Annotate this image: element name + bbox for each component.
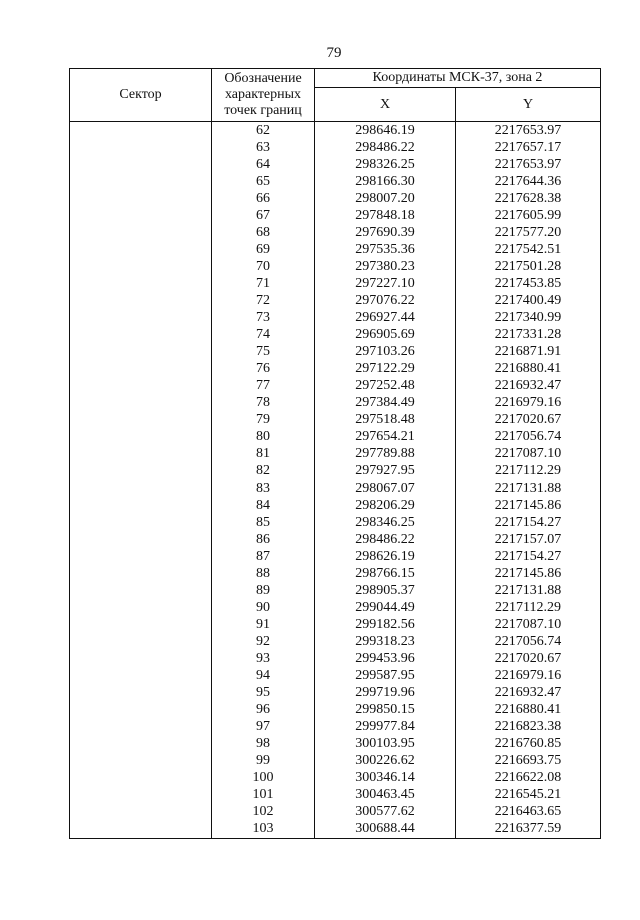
point-number-cell: 78 bbox=[212, 395, 315, 412]
y-coordinate-cell: 2217340.99 bbox=[456, 310, 601, 327]
header-point-designation-line-2: характерных bbox=[224, 87, 302, 102]
table-row bbox=[70, 122, 601, 140]
x-coordinate-cell: 296927.44 bbox=[315, 310, 456, 327]
point-number-cell: 98 bbox=[212, 736, 315, 753]
point-number-cell: 101 bbox=[212, 787, 315, 804]
point-number-cell: 97 bbox=[212, 719, 315, 736]
x-coordinate-cell: 297384.49 bbox=[315, 395, 456, 412]
point-number-cell: 64 bbox=[212, 156, 315, 173]
x-coordinate-cell: 300103.95 bbox=[315, 736, 456, 753]
x-coordinate-cell: 297690.39 bbox=[315, 224, 456, 241]
y-coordinate-cell: 2217087.10 bbox=[456, 616, 601, 633]
header-row-coordinates bbox=[70, 69, 601, 88]
x-coordinate-cell: 296905.69 bbox=[315, 327, 456, 344]
sector-cell bbox=[70, 122, 212, 839]
y-coordinate-cell: 2217157.07 bbox=[456, 531, 601, 548]
point-number-cell: 62 bbox=[212, 122, 315, 140]
point-number-cell: 85 bbox=[212, 514, 315, 531]
x-coordinate-cell: 298486.22 bbox=[315, 531, 456, 548]
header-point-designation bbox=[212, 69, 315, 122]
y-coordinate-cell: 2217605.99 bbox=[456, 207, 601, 224]
x-coordinate-cell: 297654.21 bbox=[315, 429, 456, 446]
x-coordinate-cell: 299719.96 bbox=[315, 685, 456, 702]
point-number-cell: 81 bbox=[212, 446, 315, 463]
point-number-cell: 93 bbox=[212, 650, 315, 667]
y-coordinate-cell: 2217331.28 bbox=[456, 327, 601, 344]
y-coordinate-cell: 2216693.75 bbox=[456, 753, 601, 770]
table-header bbox=[70, 69, 601, 122]
y-coordinate-cell: 2217400.49 bbox=[456, 292, 601, 309]
header-coordinates: Координаты МСК-37, зона 2 bbox=[315, 69, 601, 88]
header-y: Y bbox=[456, 88, 601, 122]
x-coordinate-cell: 300346.14 bbox=[315, 770, 456, 787]
point-number-cell: 90 bbox=[212, 599, 315, 616]
header-point-designation-line-1: Обозначение bbox=[224, 71, 302, 86]
y-coordinate-cell: 2216880.41 bbox=[456, 361, 601, 378]
y-coordinate-cell: 2216979.16 bbox=[456, 395, 601, 412]
y-coordinate-cell: 2217112.29 bbox=[456, 599, 601, 616]
x-coordinate-cell: 297227.10 bbox=[315, 275, 456, 292]
x-coordinate-cell: 297380.23 bbox=[315, 258, 456, 275]
y-coordinate-cell: 2217628.38 bbox=[456, 190, 601, 207]
table-body bbox=[70, 122, 601, 839]
point-number-cell: 89 bbox=[212, 582, 315, 599]
y-coordinate-cell: 2217131.88 bbox=[456, 582, 601, 599]
point-number-cell: 68 bbox=[212, 224, 315, 241]
x-coordinate-cell: 297789.88 bbox=[315, 446, 456, 463]
point-number-cell: 82 bbox=[212, 463, 315, 480]
x-coordinate-cell: 298346.25 bbox=[315, 514, 456, 531]
header-sector: Сектор bbox=[70, 69, 212, 122]
x-coordinate-cell: 299977.84 bbox=[315, 719, 456, 736]
y-coordinate-cell: 2216545.21 bbox=[456, 787, 601, 804]
x-coordinate-cell: 299587.95 bbox=[315, 668, 456, 685]
point-number-cell: 74 bbox=[212, 327, 315, 344]
y-coordinate-cell: 2217542.51 bbox=[456, 241, 601, 258]
point-number-cell: 99 bbox=[212, 753, 315, 770]
point-number-cell: 67 bbox=[212, 207, 315, 224]
x-coordinate-cell: 299318.23 bbox=[315, 633, 456, 650]
y-coordinate-cell: 2216932.47 bbox=[456, 378, 601, 395]
x-coordinate-cell: 298206.29 bbox=[315, 497, 456, 514]
header-point-designation-line-3: точек границ bbox=[224, 103, 302, 118]
x-coordinate-cell: 298007.20 bbox=[315, 190, 456, 207]
point-number-cell: 103 bbox=[212, 821, 315, 839]
x-coordinate-cell: 297252.48 bbox=[315, 378, 456, 395]
point-number-cell: 87 bbox=[212, 548, 315, 565]
x-coordinate-cell: 297103.26 bbox=[315, 344, 456, 361]
y-coordinate-cell: 2216463.65 bbox=[456, 804, 601, 821]
coordinates-table bbox=[69, 68, 601, 839]
point-number-cell: 77 bbox=[212, 378, 315, 395]
point-number-cell: 96 bbox=[212, 702, 315, 719]
y-coordinate-cell: 2217145.86 bbox=[456, 497, 601, 514]
point-number-cell: 80 bbox=[212, 429, 315, 446]
point-number-cell: 83 bbox=[212, 480, 315, 497]
x-coordinate-cell: 300688.44 bbox=[315, 821, 456, 839]
y-coordinate-cell: 2216932.47 bbox=[456, 685, 601, 702]
point-number-cell: 86 bbox=[212, 531, 315, 548]
x-coordinate-cell: 297848.18 bbox=[315, 207, 456, 224]
y-coordinate-cell: 2217453.85 bbox=[456, 275, 601, 292]
y-coordinate-cell: 2216760.85 bbox=[456, 736, 601, 753]
x-coordinate-cell: 300463.45 bbox=[315, 787, 456, 804]
point-number-cell: 76 bbox=[212, 361, 315, 378]
y-coordinate-cell: 2217056.74 bbox=[456, 429, 601, 446]
y-coordinate-cell: 2217577.20 bbox=[456, 224, 601, 241]
x-coordinate-cell: 297535.36 bbox=[315, 241, 456, 258]
point-number-cell: 95 bbox=[212, 685, 315, 702]
x-coordinate-cell: 299453.96 bbox=[315, 650, 456, 667]
x-coordinate-cell: 297122.29 bbox=[315, 361, 456, 378]
y-coordinate-cell: 2217087.10 bbox=[456, 446, 601, 463]
x-coordinate-cell: 299044.49 bbox=[315, 599, 456, 616]
y-coordinate-cell: 2217056.74 bbox=[456, 633, 601, 650]
x-coordinate-cell: 298326.25 bbox=[315, 156, 456, 173]
x-coordinate-cell: 298766.15 bbox=[315, 565, 456, 582]
y-coordinate-cell: 2217653.97 bbox=[456, 156, 601, 173]
point-number-cell: 94 bbox=[212, 668, 315, 685]
y-coordinate-cell: 2216377.59 bbox=[456, 821, 601, 839]
point-number-cell: 100 bbox=[212, 770, 315, 787]
point-number-cell: 71 bbox=[212, 275, 315, 292]
y-coordinate-cell: 2217644.36 bbox=[456, 173, 601, 190]
point-number-cell: 73 bbox=[212, 310, 315, 327]
y-coordinate-cell: 2217112.29 bbox=[456, 463, 601, 480]
x-coordinate-cell: 298486.22 bbox=[315, 139, 456, 156]
y-coordinate-cell: 2216871.91 bbox=[456, 344, 601, 361]
y-coordinate-cell: 2217020.67 bbox=[456, 412, 601, 429]
x-coordinate-cell: 298905.37 bbox=[315, 582, 456, 599]
y-coordinate-cell: 2217154.27 bbox=[456, 514, 601, 531]
point-number-cell: 70 bbox=[212, 258, 315, 275]
x-coordinate-cell: 297927.95 bbox=[315, 463, 456, 480]
x-coordinate-cell: 299850.15 bbox=[315, 702, 456, 719]
y-coordinate-cell: 2217154.27 bbox=[456, 548, 601, 565]
point-number-cell: 75 bbox=[212, 344, 315, 361]
y-coordinate-cell: 2216979.16 bbox=[456, 668, 601, 685]
point-number-cell: 92 bbox=[212, 633, 315, 650]
x-coordinate-cell: 298067.07 bbox=[315, 480, 456, 497]
y-coordinate-cell: 2216622.08 bbox=[456, 770, 601, 787]
y-coordinate-cell: 2217145.86 bbox=[456, 565, 601, 582]
x-coordinate-cell: 300577.62 bbox=[315, 804, 456, 821]
x-coordinate-cell: 299182.56 bbox=[315, 616, 456, 633]
point-number-cell: 63 bbox=[212, 139, 315, 156]
point-number-cell: 72 bbox=[212, 292, 315, 309]
y-coordinate-cell: 2216880.41 bbox=[456, 702, 601, 719]
point-number-cell: 79 bbox=[212, 412, 315, 429]
x-coordinate-cell: 298166.30 bbox=[315, 173, 456, 190]
x-coordinate-cell: 300226.62 bbox=[315, 753, 456, 770]
x-coordinate-cell: 298646.19 bbox=[315, 122, 456, 140]
point-number-cell: 84 bbox=[212, 497, 315, 514]
y-coordinate-cell: 2217657.17 bbox=[456, 139, 601, 156]
header-x: X bbox=[315, 88, 456, 122]
x-coordinate-cell: 298626.19 bbox=[315, 548, 456, 565]
point-number-cell: 65 bbox=[212, 173, 315, 190]
point-number-cell: 69 bbox=[212, 241, 315, 258]
point-number-cell: 91 bbox=[212, 616, 315, 633]
point-number-cell: 102 bbox=[212, 804, 315, 821]
y-coordinate-cell: 2217501.28 bbox=[456, 258, 601, 275]
x-coordinate-cell: 297076.22 bbox=[315, 292, 456, 309]
y-coordinate-cell: 2217653.97 bbox=[456, 122, 601, 140]
y-coordinate-cell: 2217131.88 bbox=[456, 480, 601, 497]
y-coordinate-cell: 2216823.38 bbox=[456, 719, 601, 736]
y-coordinate-cell: 2217020.67 bbox=[456, 650, 601, 667]
x-coordinate-cell: 297518.48 bbox=[315, 412, 456, 429]
point-number-cell: 66 bbox=[212, 190, 315, 207]
page-number: 79 bbox=[326, 45, 342, 61]
point-number-cell: 88 bbox=[212, 565, 315, 582]
